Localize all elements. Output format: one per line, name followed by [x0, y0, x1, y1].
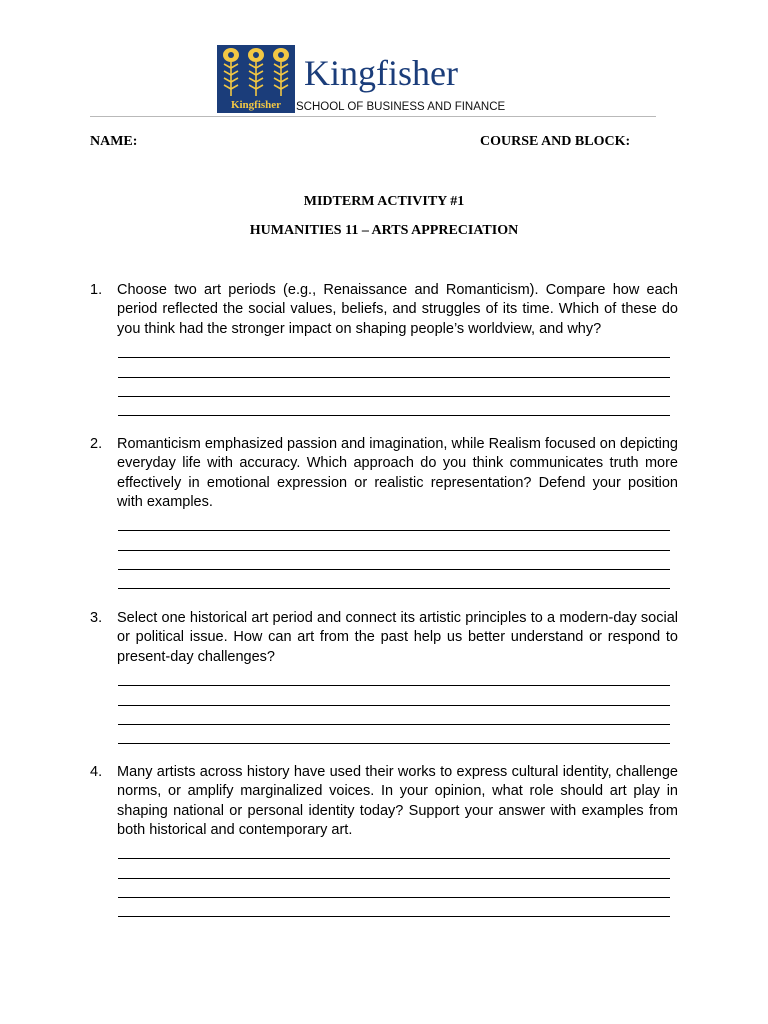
- answer-line[interactable]: [118, 551, 670, 570]
- question-number: 4.: [90, 764, 103, 780]
- activity-title: MIDTERM ACTIVITY #1: [303, 194, 465, 209]
- name-label: NAME:: [90, 134, 138, 149]
- answer-line[interactable]: [118, 667, 670, 686]
- question-number: 1.: [90, 282, 103, 298]
- question-number: 2.: [90, 436, 103, 452]
- answer-line[interactable]: [118, 686, 670, 705]
- answer-line[interactable]: [118, 397, 670, 416]
- answer-lines[interactable]: [118, 667, 670, 744]
- header-divider: [90, 116, 656, 117]
- question-text: Choose two art periods (e.g., Renaissance and Romanticism). Compare how each period reflected the social values, beliefs, and struggles of its time. Which of these do you think had the stronger impact on shaping people’s worldview, and why?: [117, 282, 678, 337]
- answer-line[interactable]: [118, 570, 670, 589]
- answer-line[interactable]: [118, 358, 670, 377]
- question-text: Romanticism emphasized passion and imagination, while Realism focused on depicting everyday life with accuracy. Which approach do you think communicates truth more effectively in emotional expression or realistic representation? Defend your position with examples.: [117, 436, 678, 510]
- answer-line[interactable]: [118, 512, 670, 531]
- question-number: 3.: [90, 610, 103, 626]
- answer-lines[interactable]: [118, 512, 670, 589]
- answer-line[interactable]: [118, 706, 670, 725]
- course-block-label: COURSE AND BLOCK:: [480, 134, 631, 149]
- answer-line[interactable]: [118, 879, 670, 898]
- school-subtitle: SCHOOL OF BUSINESS AND FINANCE: [296, 101, 506, 113]
- subject-title: HUMANITIES 11 – ARTS APPRECIATION: [249, 223, 519, 238]
- answer-line[interactable]: [118, 378, 670, 397]
- answer-line[interactable]: [118, 725, 670, 744]
- wheat-emblem-icon: [217, 45, 295, 99]
- school-name: Kingfisher: [304, 53, 458, 93]
- answer-line[interactable]: [118, 531, 670, 550]
- answer-line[interactable]: [118, 859, 670, 878]
- logo-caption: Kingfisher: [217, 97, 295, 113]
- answer-line[interactable]: [118, 840, 670, 859]
- question-text: Select one historical art period and connect its artistic principles to a modern-day social or political issue. How can art from the past help us better understand or respond to present-day challenges?: [117, 610, 678, 665]
- answer-lines[interactable]: [118, 339, 670, 416]
- answer-line[interactable]: [118, 339, 670, 358]
- school-logo: [217, 45, 295, 114]
- answer-line[interactable]: [118, 898, 670, 917]
- question-text: Many artists across history have used their works to express cultural identity, challenge norms, or amplify marginalized voices. In your opinion, what role should art play in shaping national or personal identity today? Support your answer with examples from both historical and contemporary art.: [117, 764, 678, 838]
- answer-lines[interactable]: [118, 840, 670, 917]
